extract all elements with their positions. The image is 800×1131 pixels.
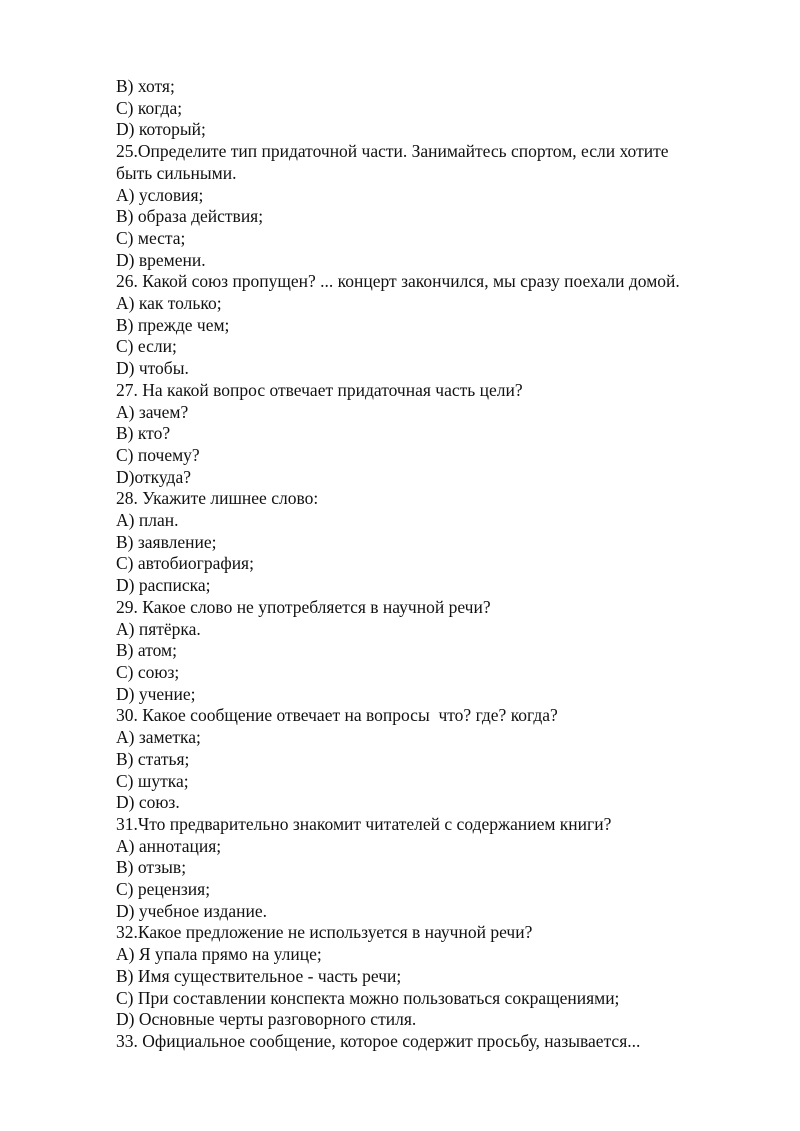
question-25: 25.Определите тип придаточной части. Занимайтесь спортом, если хотите — [116, 141, 669, 162]
question-31: 31.Что предварительно знакомит читателей с содержанием книги? — [116, 813, 612, 834]
question-26: 26. Какой союз пропущен? ... концерт закончился, мы сразу поехали домой. — [116, 271, 680, 292]
answer-option: A) пятёрка. — [116, 618, 201, 639]
answer-option: C) автобиография; — [116, 553, 254, 574]
question-33: 33. Официальное сообщение, которое содержит просьбу, называется... — [116, 1030, 641, 1051]
answer-option: D) чтобы. — [116, 358, 189, 379]
answer-option: A) зачем? — [116, 401, 189, 422]
answer-option: D) Основные черты разговорного стиля. — [116, 1009, 417, 1030]
answer-option: B) хотя; — [116, 76, 175, 96]
answer-option: A) как только; — [116, 293, 222, 314]
answer-option: B) статья; — [116, 748, 190, 769]
answer-option: D)откуда? — [116, 466, 191, 487]
answer-option: D) союз. — [116, 792, 180, 813]
answer-option: A) заметка; — [116, 727, 201, 748]
answer-option: C) шутка; — [116, 770, 189, 791]
question-28: 28. Укажите лишнее слово: — [116, 488, 319, 509]
answer-option: A) Я упала прямо на улице; — [116, 944, 322, 965]
question-29: 29. Какое слово не употребляется в научной речи? — [116, 596, 491, 617]
question-27: 27. На какой вопрос отвечает придаточная часть цели? — [116, 379, 523, 400]
answer-option: D) который; — [116, 119, 206, 140]
answer-option: D) учебное издание. — [116, 900, 268, 921]
answer-option: B) кто? — [116, 423, 171, 444]
answer-option: D) времени. — [116, 249, 206, 270]
answer-option: B) атом; — [116, 640, 177, 661]
answer-option: C) При составлении конспекта можно пользоваться сокращениями; — [116, 987, 620, 1008]
answer-option: C) почему? — [116, 444, 200, 465]
answer-option: D) учение; — [116, 683, 196, 704]
answer-option: B) образа действия; — [116, 206, 264, 227]
answer-option: B) отзыв; — [116, 857, 187, 878]
answer-option: A) план. — [116, 510, 179, 531]
answer-option: B) прежде чем; — [116, 314, 230, 335]
answer-option: A) условия; — [116, 184, 204, 205]
question-32: 32.Какое предложение не используется в научной речи? — [116, 922, 533, 943]
answer-option: B) Имя существительное - часть речи; — [116, 965, 402, 986]
answer-option: C) рецензия; — [116, 879, 211, 900]
answer-option: D) расписка; — [116, 575, 211, 596]
document-page — [116, 76, 736, 1053]
question-30: 30. Какое сообщение отвечает на вопросы что? где? когда? — [116, 705, 558, 726]
answer-option: C) союз; — [116, 661, 180, 682]
answer-option: A) аннотация; — [116, 835, 222, 856]
answer-option: B) заявление; — [116, 531, 217, 552]
answer-option: C) когда; — [116, 97, 183, 118]
answer-option: C) места; — [116, 227, 186, 248]
question-25-continued: быть сильными. — [116, 162, 237, 183]
answer-option: C) если; — [116, 336, 177, 357]
